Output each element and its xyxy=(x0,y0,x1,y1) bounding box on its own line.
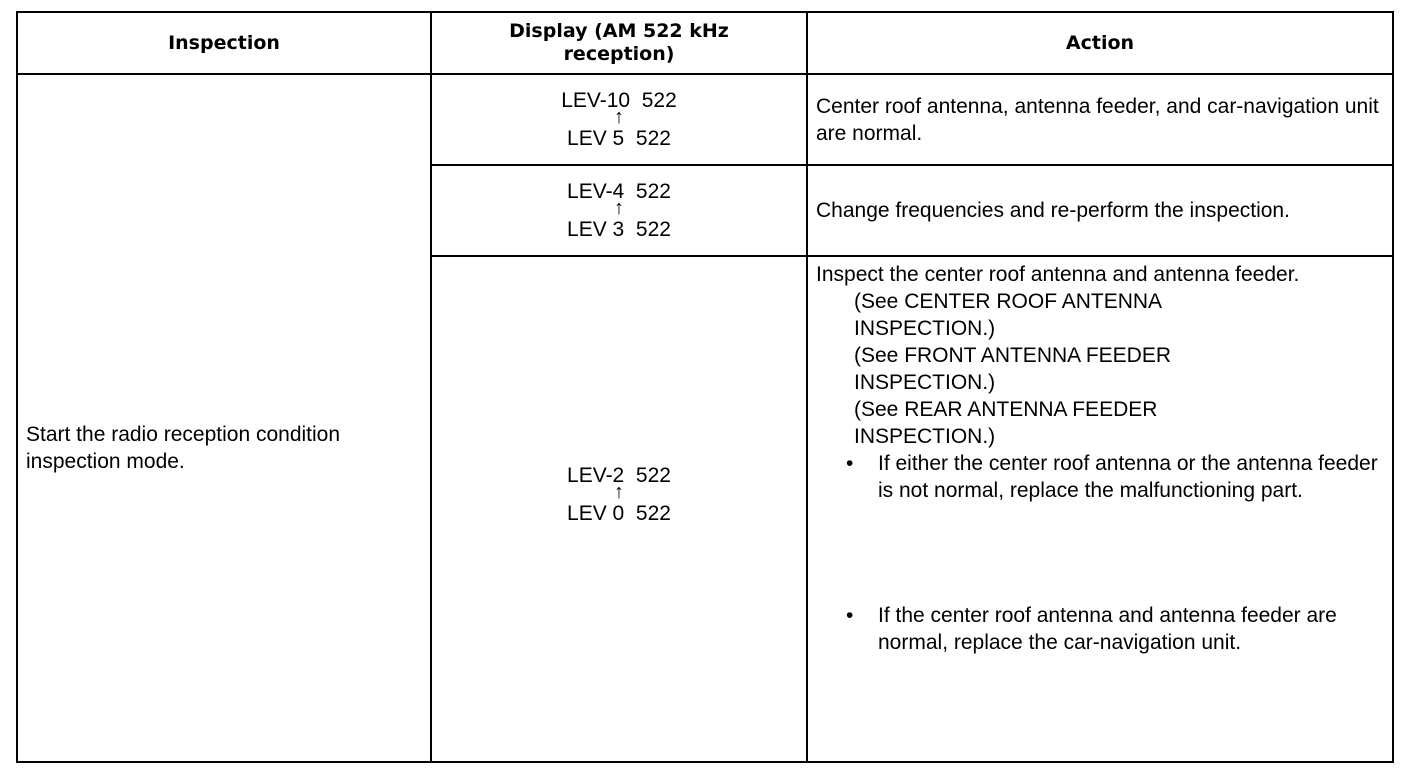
bullet-icon: • xyxy=(846,452,854,475)
inspection-cell xyxy=(17,74,431,762)
up-arrow-icon: ↑ xyxy=(614,105,624,128)
display-bottom-value: LEV 0 522 xyxy=(567,502,671,525)
inspection-text: Start the radio reception condition inspection mode. xyxy=(26,423,341,473)
action-cell xyxy=(807,165,1393,256)
table-row xyxy=(17,74,1393,165)
display-top-value: LEV-4 522 xyxy=(567,179,671,203)
bullet-spacer xyxy=(816,504,1384,602)
bullet-icon: • xyxy=(846,604,854,627)
header-display-text: Display (AM 522 kHz reception) xyxy=(509,20,729,65)
display-bottom-value: LEV 3 522 xyxy=(567,217,671,241)
display-cell xyxy=(431,256,807,762)
display-cell xyxy=(431,74,807,165)
action-cell xyxy=(807,256,1393,762)
see-reference: (See FRONT ANTENNA FEEDER INSPECTION.) xyxy=(854,344,1172,394)
display-bottom-value: LEV 5 522 xyxy=(567,126,671,150)
display-top-value: LEV-2 522 xyxy=(567,464,671,487)
header-row xyxy=(17,12,1393,74)
up-arrow-icon: ↑ xyxy=(614,481,624,503)
display-cell xyxy=(431,165,807,256)
header-action: Action xyxy=(807,12,1393,74)
action-cell xyxy=(807,74,1393,165)
action-bullet-list xyxy=(816,450,1384,656)
header-inspection: Inspection xyxy=(17,12,431,74)
bullet-text: If the center roof antenna and antenna feeder are normal, replace the car-navigation unit. xyxy=(878,604,1337,654)
list-item xyxy=(816,450,1384,504)
header-display xyxy=(431,12,807,74)
see-reference: (See REAR ANTENNA FEEDER INSPECTION.) xyxy=(854,398,1158,448)
up-arrow-icon: ↑ xyxy=(614,196,624,219)
bullet-text: If either the center roof antenna or the antenna feeder is not normal, replace the malfunctioning part. xyxy=(878,452,1378,502)
see-reference: (See CENTER ROOF ANTENNA INSPECTION.) xyxy=(854,290,1161,340)
display-top-value: LEV-10 522 xyxy=(561,88,677,112)
action-text: Change frequencies and re-perform the inspection. xyxy=(816,199,1290,222)
inspection-table xyxy=(16,11,1394,763)
list-item xyxy=(816,602,1384,656)
action-intro: Inspect the center roof antenna and antenna feeder. xyxy=(816,263,1300,286)
action-text: Center roof antenna, antenna feeder, and car-navigation unit are normal. xyxy=(816,94,1379,145)
